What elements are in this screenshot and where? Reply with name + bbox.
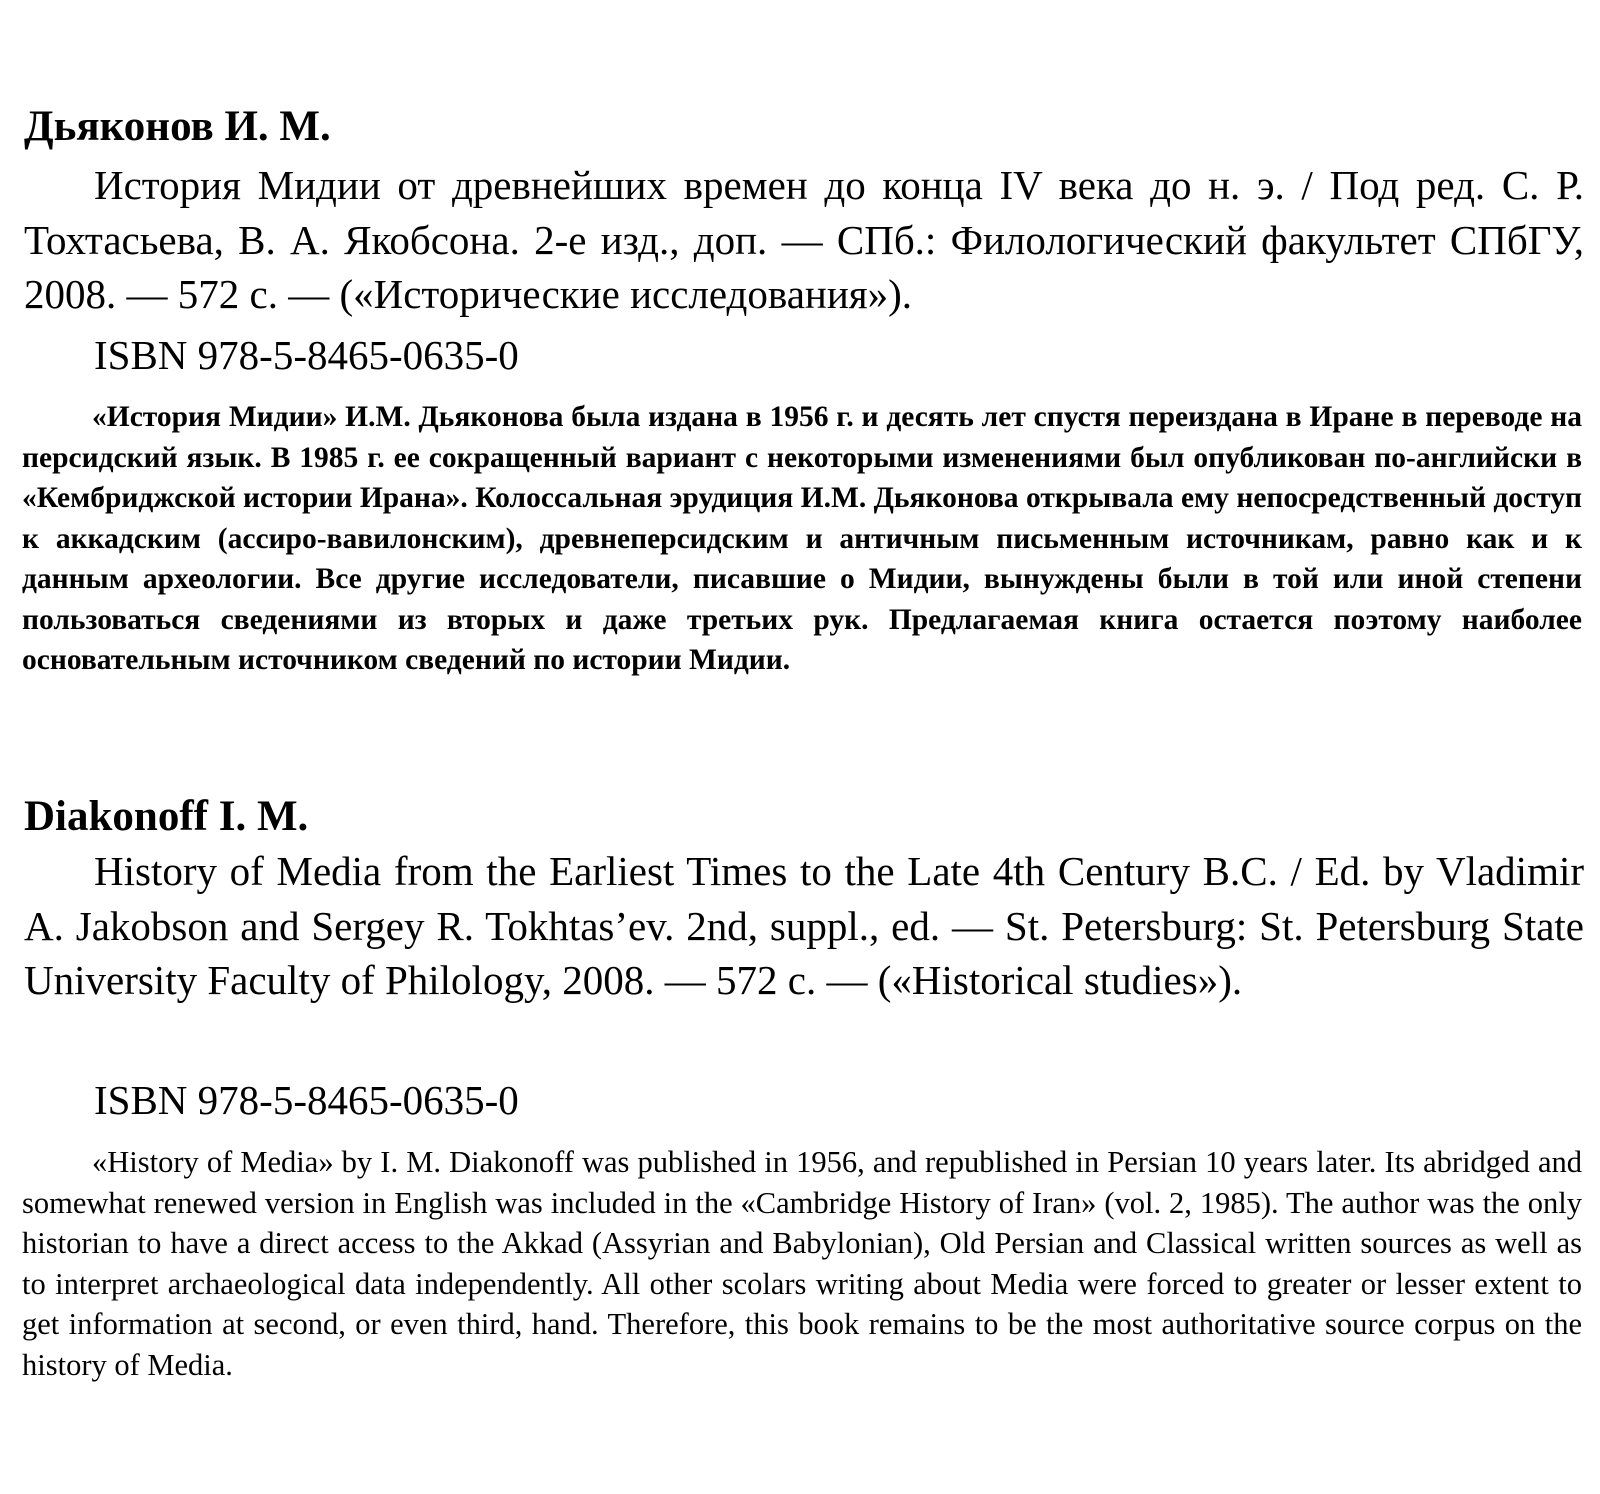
abstract: «История Мидии» И.М. Дьяконова была издана в 1956 г. и десять лет спустя переиздана в Иране в переводе на персидский язык. В 1985 г. ее сокращенный вариант с некоторыми изменениями был опубликован по-английски в «Кембриджской истории Ирана». Колоссальная эрудиция И.М. Дьяконова открывала ему непосредственный доступ к аккадским (ассиро-вавилонским), древнеперсидским и античным письменным источникам, равно как и к данным археологии. Все другие исследователи, писавшие о Мидии, вынуждены были в той или иной степени пользоваться сведениями из вторых и даже третьих рук. Предлагаемая книга остается поэтому наиболее основательным источником сведений по истории Мидии. <box>22 401 1582 676</box>
book-description: История Мидии от древнейших времен до конца IV века до н. э. / Под ред. С. Р. Тохтасьева, В. А. Якобсона. 2-е изд., доп. — СПб.: Филологический факультет СПбГУ, 2008. — 572 с. — («Исторические исследования»). <box>24 162 1584 317</box>
abstract: «History of Media» by I. M. Diakonoff was published in 1956, and republished in Persian 10 years later. Its abridged and somewhat renewed version in English was included in the «Cambridge History of Iran» (vol. 2, 1985). The author was the only historian to have a direct access to the Akkad (Assyrian and Babylonian), Old Persian and Classical written sources as well as to interpret archaeological data independently. All other scolars writing about Media were forced to greater or lesser extent to get information at second, or even third, hand. Therefore, this book remains to be the most authoritative source corpus on the history of Media. <box>22 1145 1582 1382</box>
author-name: Diakonoff I. M. <box>24 793 309 840</box>
isbn: ISBN 978-5-8465-0635-0 <box>94 332 519 378</box>
author-name: Дьяконов И. М. <box>24 103 331 150</box>
book-description: History of Media from the Earliest Times to the Late 4th Century B.C. / Ed. by Vladimir A. Jakobson and Sergey R. Tokhtas’ev. 2nd, suppl., ed. — St. Petersburg: St. Petersburg State University Faculty of Philology, 2008. — 572 c. — («Historical studies»). <box>24 848 1584 1003</box>
isbn: ISBN 978-5-8465-0635-0 <box>94 1077 519 1123</box>
